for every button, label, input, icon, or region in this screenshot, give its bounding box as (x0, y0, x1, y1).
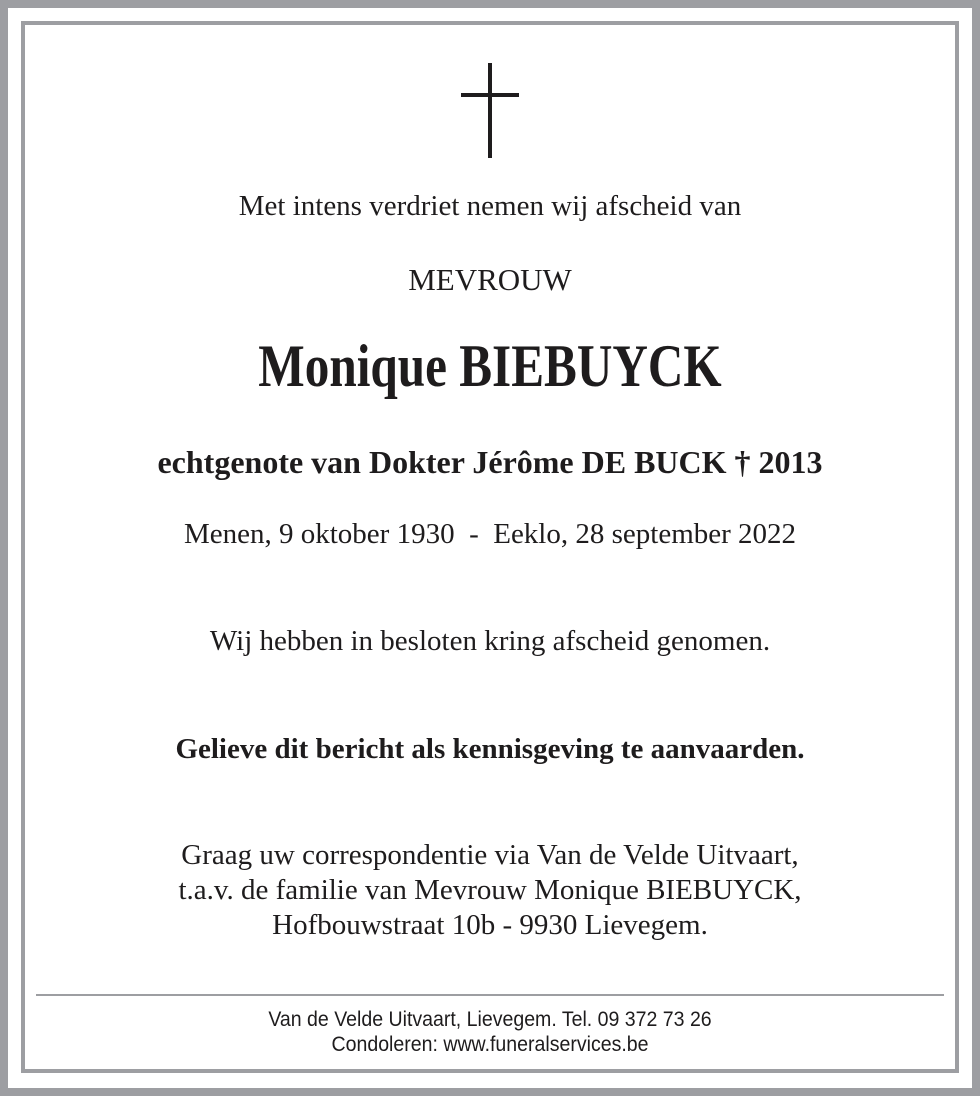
footer (34, 1007, 945, 1057)
birth-death-dates: Menen, 9 oktober 1930 - Eeklo, 28 september 2022 (183, 518, 797, 550)
correspondence-line: Hofbouwstraat 10b - 9930 Lievegem. (272, 909, 708, 941)
correspondence-line: t.a.v. de familie van Mevrouw Monique BIEBUYCK, (178, 874, 802, 906)
correspondence-line: Graag uw correspondentie via Van de Velde Uitvaart, (181, 839, 799, 871)
condolences-link[interactable]: Condoleren: www.funeralservices.be (331, 1033, 649, 1056)
deceased-name: Monique BIEBUYCK (258, 333, 722, 399)
private-farewell-text: Wij hebben in besloten kring afscheid genomen. (209, 625, 771, 657)
notice-text: Gelieve dit bericht als kennisgeving te aanvaarden. (175, 733, 805, 765)
honorific: MEVROUW (408, 262, 572, 297)
funeral-home-contact: Van de Velde Uitvaart, Lievegem. Tel. 09 372 73 26 (268, 1008, 712, 1031)
intro-text: Met intens verdriet nemen wij afscheid van (238, 190, 742, 222)
correspondence-block (0, 838, 980, 943)
spouse-line: echtgenote van Dokter Jérôme DE BUCK † 2013 (157, 444, 823, 480)
cross-icon (461, 63, 519, 158)
footer-divider (36, 994, 944, 996)
